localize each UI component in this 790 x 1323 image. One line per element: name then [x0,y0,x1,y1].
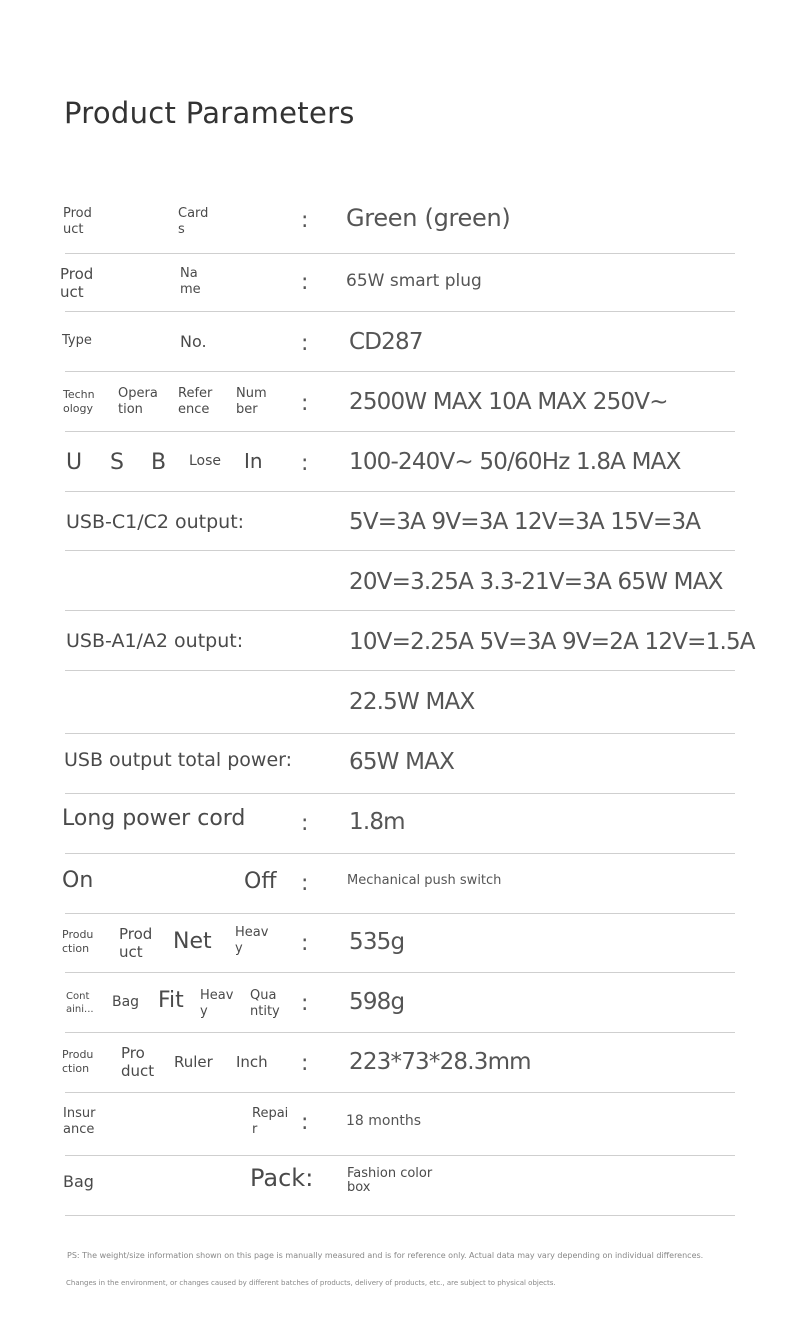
row-value: Fashion color box [347,1166,433,1195]
row-label: Cont aini... [66,991,94,1015]
row-value: 2500W MAX 10A MAX 250V~ [349,389,668,415]
divider [65,913,735,914]
row-label: No. [180,332,207,351]
row-value: 598g [349,989,405,1015]
row-label: Inch [236,1053,268,1071]
row-label: Insur ance [63,1106,96,1137]
row-label: Opera tion [118,386,158,417]
row-label: Prod uct [119,925,153,961]
row-label: Prod uct [60,265,94,301]
divider [65,371,735,372]
row-label: Produ ction [62,1048,94,1075]
row-value: CD287 [349,329,423,355]
row-colon: : [301,270,309,295]
row-label: Qua ntity [250,988,280,1019]
row-value: 20V=3.25A 3.3-21V=3A 65W MAX [349,569,723,595]
row-colon: : [301,871,309,896]
divider [65,1092,735,1093]
footnote: PS: The weight/size information shown on this page is manually measured and is for reference only. Actual data may vary depending on individual differences. [67,1251,704,1260]
row-label: USB-C1/C2 output: [66,511,245,533]
row-value: 223*73*28.3mm [349,1049,531,1075]
row-colon: : [301,208,309,233]
row-label: USB output total power: [64,749,293,771]
row-label: In [244,449,263,473]
row-colon: : [301,331,309,356]
row-colon: : [301,931,309,956]
divider [65,670,735,671]
row-colon: : [301,991,309,1016]
divider [65,550,735,551]
row-value: 535g [349,929,405,955]
row-colon: : [301,1110,309,1135]
row-label: Type [62,333,92,348]
row-label: Net [173,929,212,954]
row-value: 5V=3A 9V=3A 12V=3A 15V=3A [349,509,701,535]
row-value: 10V=2.25A 5V=3A 9V=2A 12V=1.5A [349,629,755,655]
row-label: Num ber [236,386,267,417]
row-label: Bag [112,994,140,1010]
row-label: B [151,450,167,475]
row-label: Prod uct [63,206,92,237]
divider [65,1032,735,1033]
divider [65,1155,735,1156]
row-label: Fit [158,988,184,1013]
row-label: Pro duct [121,1044,155,1080]
row-label: Pack: [250,1164,314,1192]
footnote: Changes in the environment, or changes caused by different batches of products, delivery of products, etc., are subject to physical objects. [66,1279,556,1287]
row-label: Repai r [252,1106,289,1137]
divider [65,491,735,492]
row-label: S [110,450,124,475]
row-value: 1.8m [349,809,405,835]
row-label: Produ ction [62,928,94,955]
row-label: Na me [180,266,201,297]
page-title: Product Parameters [64,96,355,130]
row-label: On [62,868,94,893]
row-label: Ruler [174,1053,213,1071]
row-value: 65W MAX [349,749,455,775]
row-label: Card s [178,206,209,237]
row-value: 18 months [346,1113,421,1129]
row-label: Heav y [235,925,269,956]
divider [65,972,735,973]
divider [65,253,735,254]
row-label: Long power cord [62,806,246,831]
divider [65,733,735,734]
divider [65,1215,735,1216]
row-value: Green (green) [346,204,511,232]
row-label: Bag [63,1172,94,1191]
divider [65,853,735,854]
row-colon: : [301,391,309,416]
row-label: Refer ence [178,386,213,417]
row-label: Lose [189,453,222,469]
row-value: Mechanical push switch [347,873,502,888]
divider [65,610,735,611]
row-label: Techn ology [63,388,95,415]
divider [65,311,735,312]
row-colon: : [301,811,309,836]
row-label: Off [244,869,277,894]
divider [65,431,735,432]
row-label: U [66,450,83,475]
row-colon: : [301,451,309,476]
row-colon: : [301,1051,309,1076]
row-value: 22.5W MAX [349,689,475,715]
divider [65,793,735,794]
row-label: Heav y [200,988,234,1019]
row-value: 65W smart plug [346,271,482,291]
row-value: 100-240V~ 50/60Hz 1.8A MAX [349,449,681,475]
row-label: USB-A1/A2 output: [66,630,244,652]
